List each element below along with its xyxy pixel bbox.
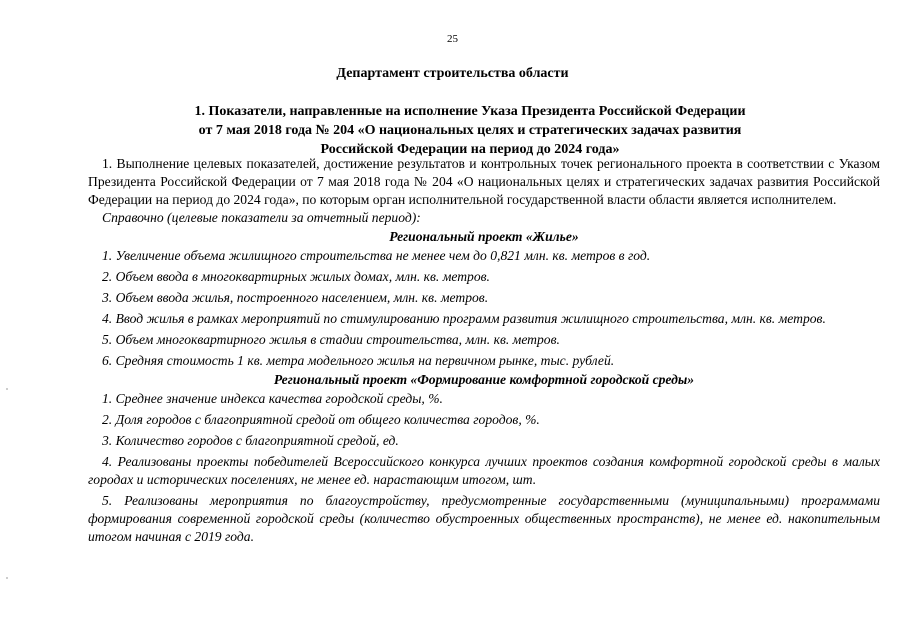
list-item: 1. Увеличение объема жилищного строительства не менее чем до 0,821 млн. кв. метров в год. (102, 248, 651, 263)
list-item: 1. Среднее значение индекса качества городской среды, %. (102, 391, 443, 406)
reference-note: Справочно (целевые показатели за отчетный период): (102, 210, 421, 225)
document-body (88, 155, 880, 546)
department-title: Департамент строительства области (336, 66, 569, 81)
scan-speck (6, 388, 8, 390)
project-title: Региональный проект «Жилье» (389, 229, 579, 244)
section-title-line: 1. Показатели, направленные на исполнение Указа Президента Российской Федерации (194, 104, 746, 119)
section-title (60, 102, 880, 159)
list-item: 5. Реализованы мероприятия по благоустройству, предусмотренные государственными (муниципальными) программами формирования современной городской среды (количество обустроенных общественных пространств), не менее ед. накопительным итогом начиная с 2019 года. (88, 493, 880, 544)
section-title-line: от 7 мая 2018 года № 204 «О национальных целях и стратегических задачах развития (198, 123, 742, 138)
list-item: 5. Объем многоквартирного жилья в стадии строительства, млн. кв. метров. (102, 332, 560, 347)
page-number: 25 (447, 33, 458, 45)
project-section (88, 371, 880, 546)
intro-paragraph: 1. Выполнение целевых показателей, достижение результатов и контрольных точек регионального проекта в соответствии с Указом Президента Российской Федерации от 7 мая 2018 года № 204 «О национальных целях и стратегических задачах развития Российской Федерации на период до 2024 года», по которым орган исполнительной государственной власти области является исполнителем. (88, 156, 880, 207)
list-item: 4. Реализованы проекты победителей Всероссийского конкурса лучших проектов создания комфортной городской среды в малых городах и исторических поселениях, не менее ед. нарастающим итогом, шт. (88, 454, 880, 487)
list-item: 3. Объем ввода жилья, построенного населением, млн. кв. метров. (102, 290, 489, 305)
list-item: 2. Объем ввода в многоквартирных жилых домах, млн. кв. метров. (102, 269, 490, 284)
scan-speck (6, 577, 8, 579)
list-item: 3. Количество городов с благоприятной средой, ед. (102, 433, 399, 448)
project-title: Региональный проект «Формирование комфортной городской среды» (273, 372, 695, 387)
list-item: 4. Ввод жилья в рамках мероприятий по стимулированию программ развития жилищного строительства, млн. кв. метров. (102, 311, 826, 326)
list-item: 2. Доля городов с благоприятной средой от общего количества городов, %. (102, 412, 540, 427)
list-item: 6. Средняя стоимость 1 кв. метра модельного жилья на первичном рынке, тыс. рублей. (102, 353, 615, 368)
project-section (88, 228, 880, 370)
section-title-line: Российской Федерации на период до 2024 года» (320, 142, 620, 157)
